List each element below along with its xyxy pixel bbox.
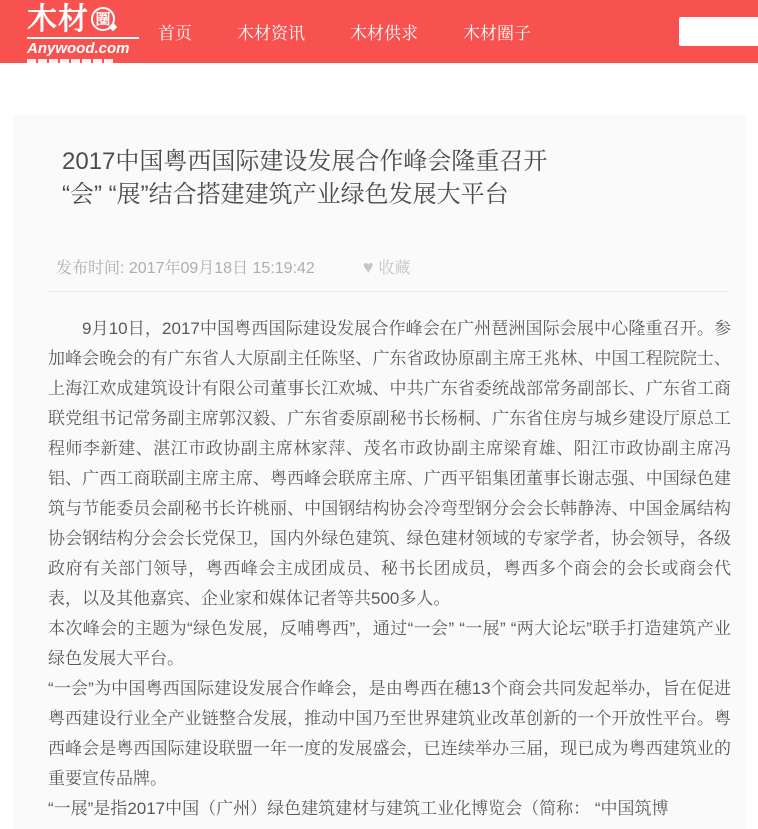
site-logo-text: 木材 — [27, 3, 89, 36]
article-card — [13, 115, 746, 829]
nav-item-home[interactable]: 首页 — [158, 24, 192, 43]
article-paragraph: 本次峰会的主题为“绿色发展，反哺粤西”，通过“一会” “一展” “两大论坛”联手打造建筑产业绿色发展大平台。 — [48, 619, 731, 668]
article-meta — [48, 255, 734, 278]
article-title — [48, 145, 734, 211]
favorite-button[interactable] — [363, 255, 411, 278]
nav-item-news[interactable]: 木材资讯 — [237, 24, 305, 43]
top-navbar — [0, 0, 758, 63]
article-paragraph: 9月10日，2017中国粤西国际建设发展合作峰会在广州琶洲国际会展中心隆重召开。参加峰会晚会的有广东省人大原副主任陈坚、广东省政协原副主席王兆林、中国工程院院士、上海江欢成建筑设计有限公司董事长江欢城、中共广东省委统战部常务副部长、广东省工商联党组书记常务副主席郭汉毅、广东省委原副秘书长杨桐、广东省住房与城乡建设厅原总工程师李新建、湛江市政协副主席林家萍、茂名市政协副主席梁育雄、阳江市政协副主席冯铝、广西工商联副主席主席、粤西峰会联席主席、广西平铝集团董事长谢志强、中国绿色建筑与节能委员会副秘书长许桃丽、中国钢结构协会冷弯型钢分会会长韩静涛、中国金属结构协会钢结构分会会长党保卫，国内外绿色建筑、绿色建材领域的专家学者，协会领导，各级政府有关部门领导，粤西峰会主成团成员、秘书长团成员，粤西多个商会的会长或商会代表，以及其他嘉宾、企业家和媒体记者等共500多人。 — [48, 319, 731, 608]
nav-item-supply-demand[interactable]: 木材供求 — [350, 24, 418, 43]
article-body — [48, 314, 734, 824]
article-title-line1: 2017中国粤西国际建设发展合作峰会隆重召开 — [62, 148, 548, 175]
publish-time: 发布时间: 2017年09月18日 15:19:42 — [56, 260, 315, 277]
article-paragraph: “一展”是指2017中国（广州）绿色建筑建材与建筑工业化博览会（简称： “中国筑博 — [48, 799, 669, 818]
nav-item-circle[interactable]: 木材圈子 — [463, 24, 531, 43]
site-logo-wordmark — [27, 5, 139, 35]
site-logo[interactable] — [27, 5, 139, 65]
search-input[interactable] — [679, 17, 758, 46]
site-logo-tagline-strip — [27, 59, 139, 65]
main-nav — [158, 0, 576, 63]
heart-icon: ♥ — [362, 256, 374, 277]
article-paragraph: “一会”为中国粤西国际建设发展合作峰会，是由粤西在穗13个商会共同发起举办，旨在促进粤西建设行业全产业链整合发展，推动中国乃至世界建筑业改革创新的一个开放性平台。粤西峰会是粤西国际建设联盟一年一度的发展盛会，已连续举办三届，现已成为粤西建筑业的重要宣传品牌。 — [48, 679, 731, 788]
favorite-label: 收藏 — [378, 260, 411, 277]
article-title-line2: “会” “展”结合搭建建筑产业绿色发展大平台 — [62, 181, 509, 208]
site-logo-domain: Anywood.com — [27, 37, 139, 57]
meta-divider — [48, 291, 729, 292]
site-logo-seal-icon: 圈 — [91, 7, 115, 31]
